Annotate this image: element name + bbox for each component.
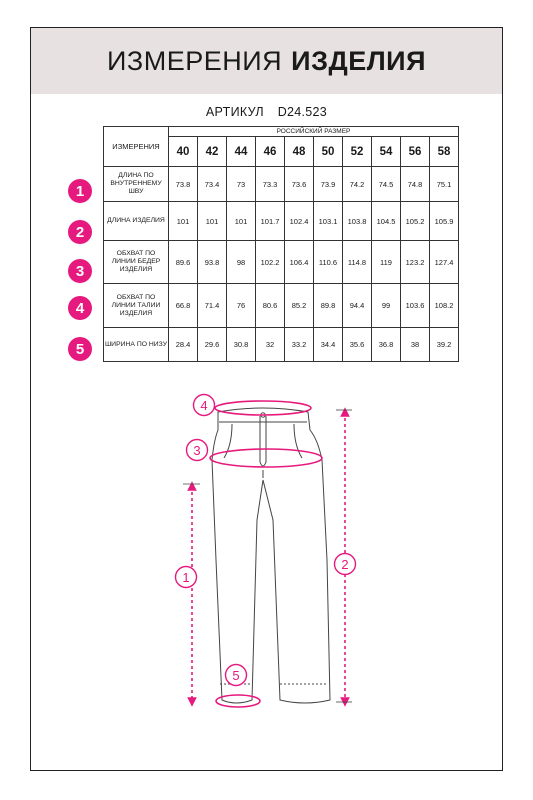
table-cell: 35.6	[343, 328, 372, 362]
table-cell: 101.7	[256, 202, 285, 241]
row-label: ШИРИНА ПО НИЗУ	[104, 328, 169, 362]
table-cell: 80.6	[256, 284, 285, 328]
row-label: ДЛИНА ИЗДЕЛИЯ	[104, 202, 169, 241]
table-cell: 108.2	[430, 284, 459, 328]
callout-1-label: 1	[182, 570, 190, 585]
row-number-badge: 1	[68, 179, 92, 203]
table-cell: 101	[227, 202, 256, 241]
callout-4-label: 4	[200, 398, 208, 413]
callout-4	[194, 395, 215, 416]
table-cell: 102.4	[285, 202, 314, 241]
row-label: ОБХВАТ ПО ЛИНИИ ТАЛИИ ИЗДЕЛИЯ	[104, 284, 169, 328]
table-cell: 89.8	[314, 284, 343, 328]
table-cell: 74.5	[372, 167, 401, 202]
table-cell: 85.2	[285, 284, 314, 328]
callout-5	[226, 665, 247, 686]
size-header: 50	[314, 137, 343, 167]
table-cell: 36.8	[372, 328, 401, 362]
table-cell: 75.1	[430, 167, 459, 202]
table-cell: 101	[198, 202, 227, 241]
callout-1	[176, 567, 197, 588]
table-cell: 103.6	[401, 284, 430, 328]
table-cell: 73.9	[314, 167, 343, 202]
table-cell: 105.9	[430, 202, 459, 241]
row-number-badge: 4	[68, 296, 92, 320]
table-cell: 103.8	[343, 202, 372, 241]
table-cell: 104.5	[372, 202, 401, 241]
table-cell: 127.4	[430, 241, 459, 284]
row-label: ДЛИНА ПО ВНУТРЕННЕМУ ШВУ	[104, 167, 169, 202]
table-cell: 102.2	[256, 241, 285, 284]
table-cell: 105.2	[401, 202, 430, 241]
table-cell: 94.4	[343, 284, 372, 328]
table-cell: 73.3	[256, 167, 285, 202]
table-cell: 103.1	[314, 202, 343, 241]
hem-ellipse	[216, 695, 260, 707]
size-header: 40	[169, 137, 198, 167]
table-cell: 74.2	[343, 167, 372, 202]
table-cell: 99	[372, 284, 401, 328]
table-cell: 66.8	[169, 284, 198, 328]
title-light: ИЗМЕРЕНИЯ	[107, 45, 283, 76]
row-label: ОБХВАТ ПО ЛИНИИ БЕДЕР ИЗДЕЛИЯ	[104, 241, 169, 284]
article-code: D24.523	[277, 105, 328, 119]
table-cell: 30.8	[227, 328, 256, 362]
table-cell: 33.2	[285, 328, 314, 362]
table-cell: 74.8	[401, 167, 430, 202]
size-group-header: РОССИЙСКИЙ РАЗМЕР	[169, 127, 459, 137]
row-number-badge: 3	[68, 259, 92, 283]
table-cell: 39.2	[430, 328, 459, 362]
size-header: 44	[227, 137, 256, 167]
row-number-badge: 5	[68, 337, 92, 361]
title-bold: ИЗДЕЛИЯ	[291, 45, 426, 76]
table-cell: 101	[169, 202, 198, 241]
callout-2	[335, 554, 356, 575]
callout-3-label: 3	[193, 443, 201, 458]
table-cell: 76	[227, 284, 256, 328]
table-cell: 114.8	[343, 241, 372, 284]
size-header: 52	[343, 137, 372, 167]
table-cell: 32	[256, 328, 285, 362]
size-header: 48	[285, 137, 314, 167]
table-cell: 106.4	[285, 241, 314, 284]
table-cell: 98	[227, 241, 256, 284]
table-cell: 28.4	[169, 328, 198, 362]
measure-header: ИЗМЕРЕНИЯ	[104, 127, 169, 167]
table-cell: 123.2	[401, 241, 430, 284]
table-cell: 89.6	[169, 241, 198, 284]
callout-2-label: 2	[341, 557, 349, 572]
table-cell: 110.6	[314, 241, 343, 284]
table-cell: 73.8	[169, 167, 198, 202]
table-cell: 73.4	[198, 167, 227, 202]
callout-5-label: 5	[232, 668, 240, 683]
table-cell: 73.6	[285, 167, 314, 202]
table-cell: 93.8	[198, 241, 227, 284]
size-header: 56	[401, 137, 430, 167]
article-label: АРТИКУЛ	[205, 105, 264, 119]
table-cell: 71.4	[198, 284, 227, 328]
size-header: 54	[372, 137, 401, 167]
callout-3	[187, 440, 208, 461]
size-header: 46	[256, 137, 285, 167]
table-cell: 29.6	[198, 328, 227, 362]
table-cell: 38	[401, 328, 430, 362]
size-header: 42	[198, 137, 227, 167]
row-number-badge: 2	[68, 220, 92, 244]
table-cell: 119	[372, 241, 401, 284]
size-header: 58	[430, 137, 459, 167]
table-cell: 73	[227, 167, 256, 202]
table-cell: 34.4	[314, 328, 343, 362]
